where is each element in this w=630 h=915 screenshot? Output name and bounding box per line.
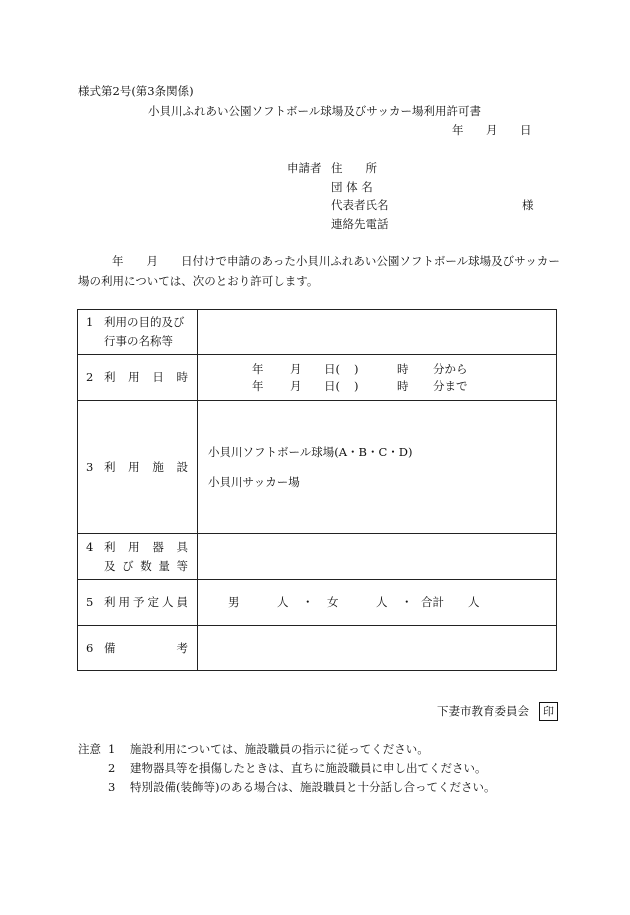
remarks-label: 6 備 考 xyxy=(78,626,198,671)
date-month: 月 xyxy=(486,123,498,137)
table-row-remarks xyxy=(78,626,557,671)
issuer-name: 下妻市教育委員会 xyxy=(437,704,529,718)
issue-date xyxy=(452,125,532,137)
note-item: 1 施設利用については、施設職員の指示に従ってください。 xyxy=(108,742,429,756)
remarks-value[interactable] xyxy=(198,626,557,671)
date-year: 年 xyxy=(452,123,464,137)
date-day: 日 xyxy=(520,123,532,137)
form-number: 様式第2号(第3条関係) xyxy=(78,84,194,98)
approval-text: 年 月 日付けで申請のあった小貝川ふれあい公園ソフトボール球場及びサッカー場の利用については、次のとおり許可します。 xyxy=(78,254,560,288)
applicant-group-label: 団 体 名 xyxy=(331,180,373,194)
facility-softball: 小貝川ソフトボール球場(A・B・C・D) xyxy=(208,445,413,459)
time-start-line: 年 月 日( ) 時 分から xyxy=(252,361,468,376)
table-row-datetime xyxy=(78,355,557,401)
facility-label: 3 利 用 施 設 xyxy=(78,401,198,534)
facility-soccer: 小貝川サッカー場 xyxy=(208,475,300,489)
table-row-people xyxy=(78,580,557,626)
applicant-phone-label: 連絡先電話 xyxy=(331,217,389,231)
notes-label: 注意 xyxy=(78,742,101,756)
purpose-label: 1 利用の目的及び 行事の名称等 xyxy=(78,310,198,355)
people-value[interactable]: 男 人 ・ 女 人 ・ 合計 人 xyxy=(198,580,557,626)
datetime-value[interactable] xyxy=(198,355,557,401)
note-item: 2 建物器具等を損傷したときは、直ちに施設職員に申し出てください。 xyxy=(108,761,487,775)
people-label: 5 利 用 予 定 人 員 xyxy=(78,580,198,626)
usage-details-table xyxy=(77,309,557,671)
note-item: 3 特別設備(装飾等)のある場合は、施設職員と十分話し合ってください。 xyxy=(108,780,496,794)
table-row-purpose xyxy=(78,310,557,355)
applicant-address-label: 住 所 xyxy=(331,161,377,175)
datetime-label: 2 利 用 日 時 xyxy=(78,355,198,401)
applicant-representative-label: 代表者氏名 xyxy=(331,198,389,212)
time-end-line: 年 月 日( ) 時 分まで xyxy=(252,378,468,393)
purpose-value[interactable] xyxy=(198,310,557,355)
seal-mark: 印 xyxy=(539,702,558,721)
table-row-facility xyxy=(78,401,557,534)
equipment-label: 4 利 用 器 具 及 び 数 量 等 xyxy=(78,534,198,580)
facility-value[interactable] xyxy=(198,401,557,534)
honorific-sama: 様 xyxy=(522,198,534,212)
table-row-equipment xyxy=(78,534,557,580)
applicant-label: 申請者 xyxy=(287,161,322,175)
equipment-value[interactable] xyxy=(198,534,557,580)
document-title: 小貝川ふれあい公園ソフトボール球場及びサッカー場利用許可書 xyxy=(148,104,482,118)
